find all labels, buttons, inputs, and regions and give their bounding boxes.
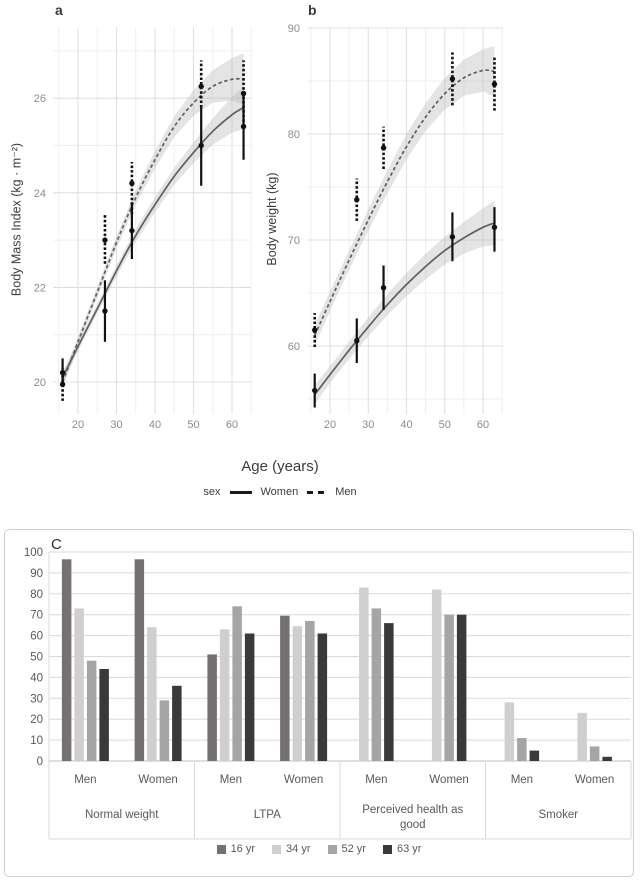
y-tick-label: 60 bbox=[287, 341, 300, 353]
bar-chart-canvas bbox=[5, 530, 633, 876]
legend-item-63yr bbox=[383, 843, 421, 855]
legend-swatch-icon bbox=[217, 845, 226, 854]
legend-swatch-icon bbox=[272, 845, 281, 854]
bar-52yr bbox=[305, 621, 315, 761]
bar-y-tick-label: 20 bbox=[30, 714, 43, 727]
legend-label: 52 yr bbox=[341, 843, 366, 855]
bar-16yr bbox=[280, 616, 290, 761]
bar-63yr bbox=[530, 751, 540, 761]
y-tick-label: 22 bbox=[33, 282, 46, 295]
men-line-sample-icon bbox=[307, 491, 326, 494]
legend-item-34yr bbox=[272, 843, 310, 855]
women-mean-point bbox=[354, 338, 359, 343]
men-mean-point bbox=[199, 84, 204, 89]
panel-c-label: C bbox=[51, 536, 62, 553]
men-mean-point bbox=[450, 76, 455, 81]
x-tick-label: 30 bbox=[362, 419, 375, 431]
category-axis-table bbox=[49, 761, 631, 839]
y-tick-label: 20 bbox=[33, 377, 46, 389]
women-mean-point bbox=[381, 285, 386, 290]
group-category-label: Smoker bbox=[538, 809, 579, 821]
panel_b-chart bbox=[288, 23, 503, 431]
men-mean-point bbox=[381, 145, 386, 150]
women-confidence-band bbox=[315, 201, 495, 404]
y-tick-label: 70 bbox=[287, 235, 300, 247]
bar-y-tick-label: 40 bbox=[30, 672, 43, 685]
y-tick-label: 24 bbox=[33, 187, 46, 200]
bar-52yr bbox=[590, 746, 600, 761]
panel-b-y-axis-title: Body weight (kg) bbox=[265, 172, 279, 266]
bar-34yr bbox=[74, 608, 84, 761]
women-mean-point bbox=[102, 308, 107, 313]
women-line-sample-icon bbox=[230, 491, 252, 494]
women-fitted-curve bbox=[63, 108, 244, 378]
women-mean-point bbox=[241, 124, 246, 129]
sex-legend-title: sex bbox=[203, 486, 221, 498]
bar-63yr bbox=[245, 634, 255, 762]
men-mean-point bbox=[492, 81, 497, 86]
y-tick-label: 90 bbox=[287, 23, 300, 35]
bar-16yr bbox=[62, 559, 72, 761]
x-tick-label: 60 bbox=[476, 419, 490, 431]
sex-legend bbox=[0, 486, 560, 498]
panel_a-chart bbox=[34, 27, 252, 431]
women-confidence-band bbox=[63, 86, 244, 383]
bar-34yr bbox=[359, 588, 369, 762]
bar-34yr bbox=[505, 703, 514, 762]
sex-category-label: Women bbox=[574, 774, 615, 786]
men-error-bars bbox=[63, 60, 244, 401]
legend-swatch-icon bbox=[383, 845, 392, 854]
bar-34yr bbox=[577, 713, 587, 761]
women-mean-point bbox=[60, 370, 65, 375]
bar-52yr bbox=[444, 615, 454, 761]
bar-y-tick-label: 90 bbox=[30, 567, 43, 580]
y-tick-label: 26 bbox=[33, 93, 46, 106]
bar-chart-panel bbox=[4, 529, 634, 877]
sex-legend-women-label: Women bbox=[260, 486, 299, 498]
legend-item-52yr bbox=[328, 843, 366, 855]
bar-52yr bbox=[232, 606, 242, 761]
bar-group-ltpa bbox=[207, 606, 327, 821]
x-tick-label: 50 bbox=[438, 419, 451, 431]
men-mean-point bbox=[312, 327, 317, 332]
bar-34yr bbox=[432, 590, 442, 761]
bar-chart-legend bbox=[5, 843, 633, 855]
men-mean-point bbox=[102, 237, 107, 242]
bar-63yr bbox=[457, 615, 467, 761]
x-tick-label: 50 bbox=[187, 419, 200, 431]
women-mean-point bbox=[492, 225, 497, 230]
legend-swatch-icon bbox=[328, 845, 337, 854]
panel-a-y-axis-title: Body Mass Index (kg · m⁻²) bbox=[9, 142, 24, 297]
sex-category-label: Men bbox=[365, 774, 388, 786]
bar-34yr bbox=[293, 626, 303, 761]
bar-group-normal-weight bbox=[62, 559, 182, 821]
bar-63yr bbox=[99, 669, 109, 761]
bar-y-tick-label: 70 bbox=[30, 609, 43, 622]
bar-63yr bbox=[318, 634, 328, 762]
bar-63yr bbox=[384, 623, 394, 761]
women-mean-point bbox=[450, 234, 455, 239]
legend-label: 16 yr bbox=[230, 843, 256, 855]
bar-34yr bbox=[220, 629, 230, 761]
bar-52yr bbox=[372, 608, 382, 761]
bar-16yr bbox=[135, 559, 145, 761]
bar-52yr bbox=[160, 700, 170, 761]
men-mean-point bbox=[354, 197, 359, 202]
bar-group-smoker bbox=[505, 703, 615, 822]
x-tick-label: 20 bbox=[71, 419, 85, 431]
bar-y-tick-label: 50 bbox=[30, 651, 43, 664]
sex-category-label: Men bbox=[74, 774, 97, 786]
x-tick-label: 40 bbox=[400, 419, 413, 431]
men-confidence-band bbox=[315, 46, 495, 346]
sex-category-label: Men bbox=[219, 774, 243, 786]
sex-category-label: Men bbox=[510, 774, 534, 786]
bar-group-perceived-health-as-good bbox=[359, 588, 469, 832]
bar-y-tick-label: 10 bbox=[30, 735, 43, 748]
legend-label: 63 yr bbox=[396, 843, 422, 855]
legend-item-16yr bbox=[217, 843, 255, 855]
x-tick-label: 30 bbox=[110, 419, 123, 431]
panel-a-label: a bbox=[55, 2, 63, 18]
women-mean-point bbox=[199, 143, 204, 148]
sex-legend-men-label: Men bbox=[335, 486, 357, 498]
x-tick-label: 20 bbox=[323, 419, 337, 431]
bar-63yr bbox=[172, 686, 182, 761]
bar-34yr bbox=[147, 627, 157, 761]
bar-52yr bbox=[517, 738, 527, 761]
bar-y-tick-label: 0 bbox=[36, 756, 43, 768]
panel-b-label: b bbox=[308, 2, 317, 18]
bar-52yr bbox=[87, 661, 97, 761]
bar-y-tick-label: 80 bbox=[30, 588, 43, 601]
sex-category-label: Women bbox=[283, 774, 324, 786]
legend-label: 34 yr bbox=[286, 843, 311, 855]
bar-16yr bbox=[207, 654, 217, 761]
sex-category-label: Women bbox=[138, 774, 178, 786]
men-confidence-band bbox=[63, 53, 244, 388]
x-tick-label: 60 bbox=[225, 419, 239, 431]
sex-category-label: Women bbox=[429, 774, 469, 786]
y-tick-label: 80 bbox=[287, 129, 300, 141]
women-mean-point bbox=[129, 228, 134, 233]
bar-y-tick-label: 60 bbox=[30, 630, 43, 643]
bar-y-tick-label: 100 bbox=[23, 547, 43, 559]
women-mean-point bbox=[312, 388, 317, 393]
x-tick-label: 40 bbox=[148, 419, 162, 431]
group-category-label: Perceived health as good bbox=[362, 804, 464, 831]
bar-y-tick-label: 30 bbox=[30, 693, 43, 706]
x-axis-title: Age (years) bbox=[241, 458, 319, 475]
men-error-bars bbox=[315, 52, 495, 347]
group-category-label: Normal weight bbox=[85, 809, 159, 821]
group-category-label: LTPA bbox=[253, 809, 281, 821]
bar-63yr bbox=[602, 757, 612, 761]
men-mean-point bbox=[129, 181, 134, 186]
